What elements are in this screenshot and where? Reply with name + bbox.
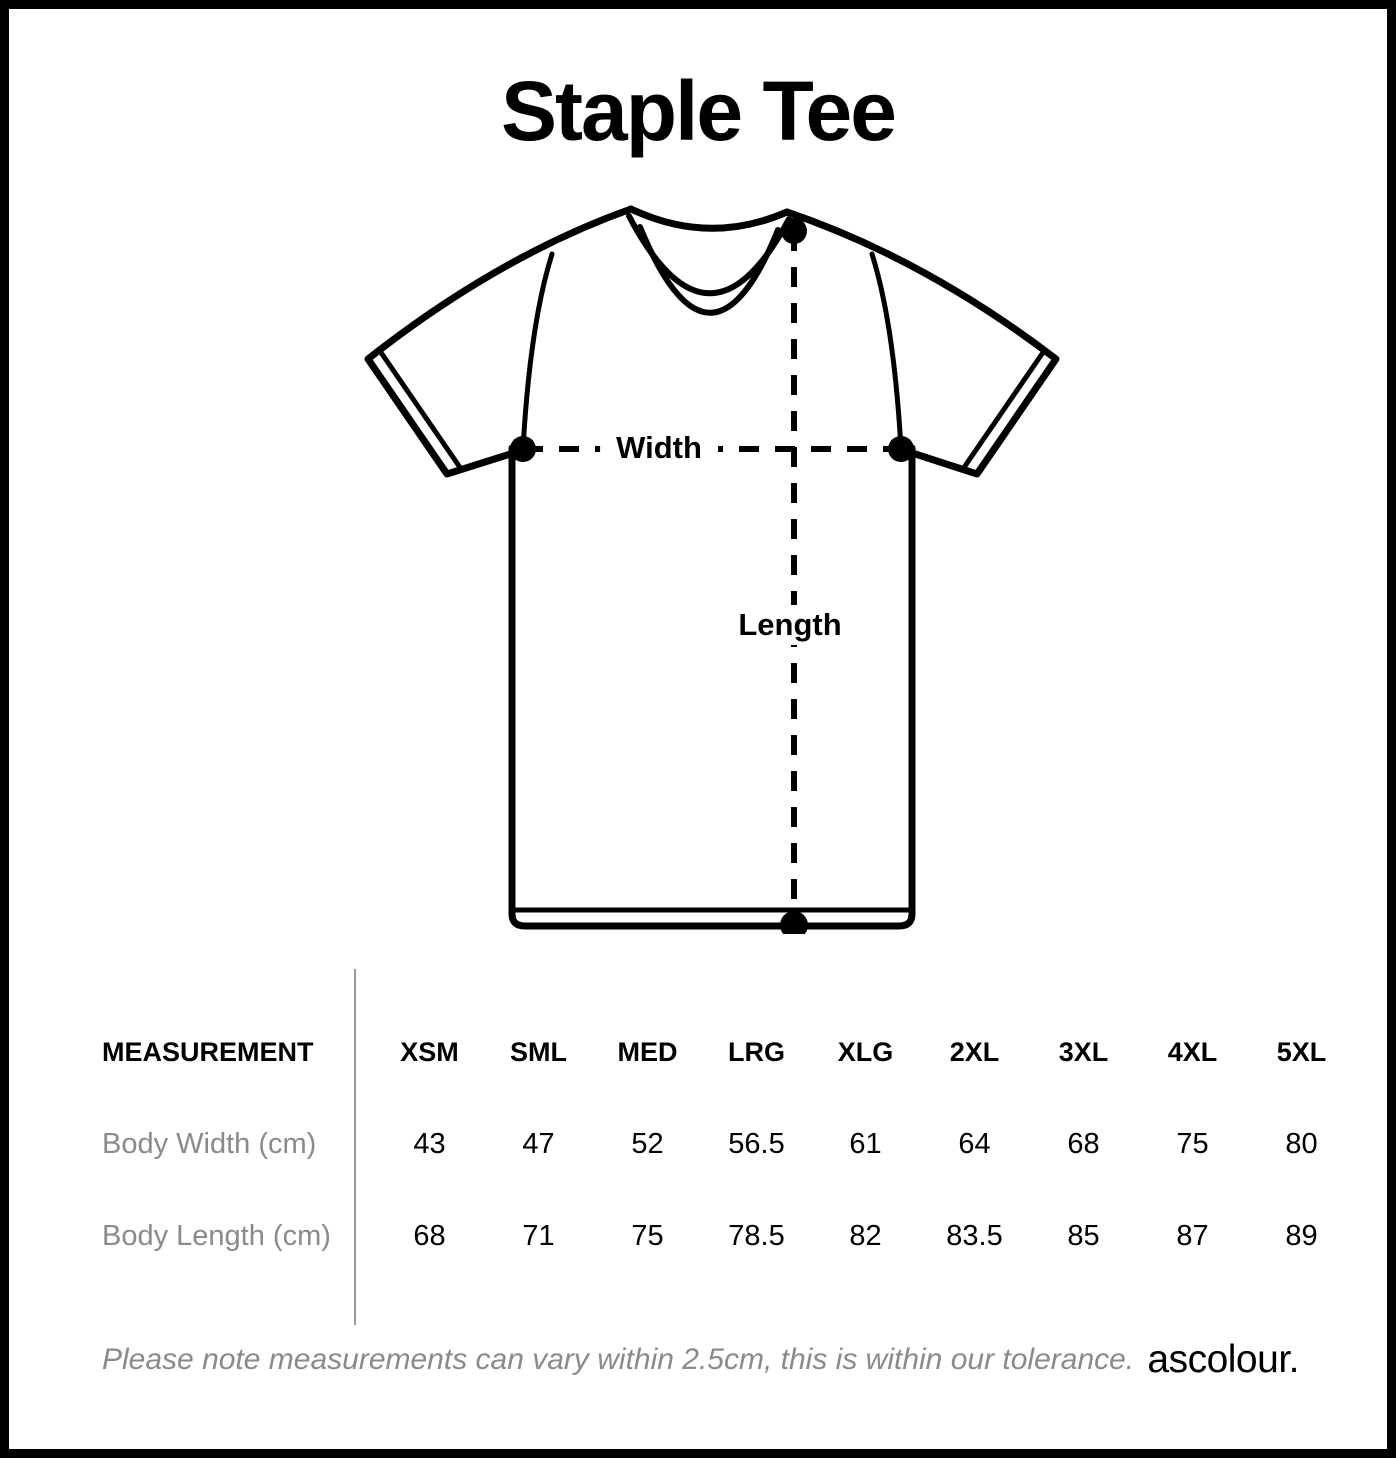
body-width-value-5xl: 80 xyxy=(1285,1127,1318,1160)
brand-logo: ascolour. xyxy=(1147,1338,1299,1381)
tolerance-note: Please note measurements can vary within 2.5cm, this is within our tolerance. xyxy=(102,1343,1135,1376)
right-armpit-measure-dot xyxy=(888,436,914,462)
tee-left-sleeve-outline xyxy=(368,209,631,474)
size-header-xsm: XSM xyxy=(400,1036,459,1067)
size-header-5xl: 5XL xyxy=(1276,1036,1327,1067)
body-width-row-label: Body Width (cm) xyxy=(102,1127,317,1160)
body-width-value-med: 52 xyxy=(631,1127,664,1160)
tshirt-diagram xyxy=(339,194,1079,934)
tee-right-cuff-line xyxy=(965,351,1044,466)
width-label: Width xyxy=(600,428,718,468)
body-length-value-2xl: 83.5 xyxy=(946,1219,1003,1252)
body-width-value-4xl: 75 xyxy=(1176,1127,1209,1160)
body-length-value-4xl: 87 xyxy=(1176,1219,1209,1252)
body-length-value-xsm: 68 xyxy=(413,1219,446,1252)
hem-measure-dot xyxy=(780,911,808,934)
size-header-lrg: LRG xyxy=(728,1036,785,1067)
size-header-med: MED xyxy=(617,1036,678,1067)
tee-collar-back xyxy=(631,209,787,228)
body-length-value-xlg: 82 xyxy=(849,1219,882,1252)
tee-right-armhole-seam xyxy=(872,254,901,449)
tee-torso-outline xyxy=(512,448,912,926)
measurement-header: MEASUREMENT xyxy=(102,1036,314,1067)
tee-left-armhole-seam xyxy=(523,254,552,449)
body-length-value-med: 75 xyxy=(631,1219,664,1252)
page-title: Staple Tee xyxy=(501,64,895,158)
body-width-value-2xl: 64 xyxy=(958,1127,991,1160)
shoulder-measure-dot xyxy=(781,218,807,244)
body-width-value-3xl: 68 xyxy=(1067,1127,1100,1160)
length-label: Length xyxy=(722,605,857,645)
left-armpit-measure-dot xyxy=(510,436,536,462)
body-length-value-sml: 71 xyxy=(522,1219,555,1252)
body-width-value-xlg: 61 xyxy=(849,1127,882,1160)
size-header-3xl: 3XL xyxy=(1058,1036,1109,1067)
body-length-value-lrg: 78.5 xyxy=(728,1219,785,1252)
size-header-xlg: XLG xyxy=(837,1036,894,1067)
size-header-2xl: 2XL xyxy=(949,1036,1000,1067)
body-length-value-5xl: 89 xyxy=(1285,1219,1318,1252)
size-header-sml: SML xyxy=(510,1036,567,1067)
body-width-value-sml: 47 xyxy=(522,1127,555,1160)
tee-right-sleeve-outline xyxy=(787,212,1056,474)
body-width-value-xsm: 43 xyxy=(413,1127,446,1160)
body-length-value-3xl: 85 xyxy=(1067,1219,1100,1252)
body-width-value-lrg: 56.5 xyxy=(728,1127,785,1160)
tee-left-cuff-line xyxy=(380,351,459,466)
tee-collar-inner xyxy=(640,227,778,313)
body-length-row-label: Body Length (cm) xyxy=(102,1219,331,1252)
size-header-4xl: 4XL xyxy=(1167,1036,1218,1067)
size-table xyxy=(102,1006,1356,1282)
